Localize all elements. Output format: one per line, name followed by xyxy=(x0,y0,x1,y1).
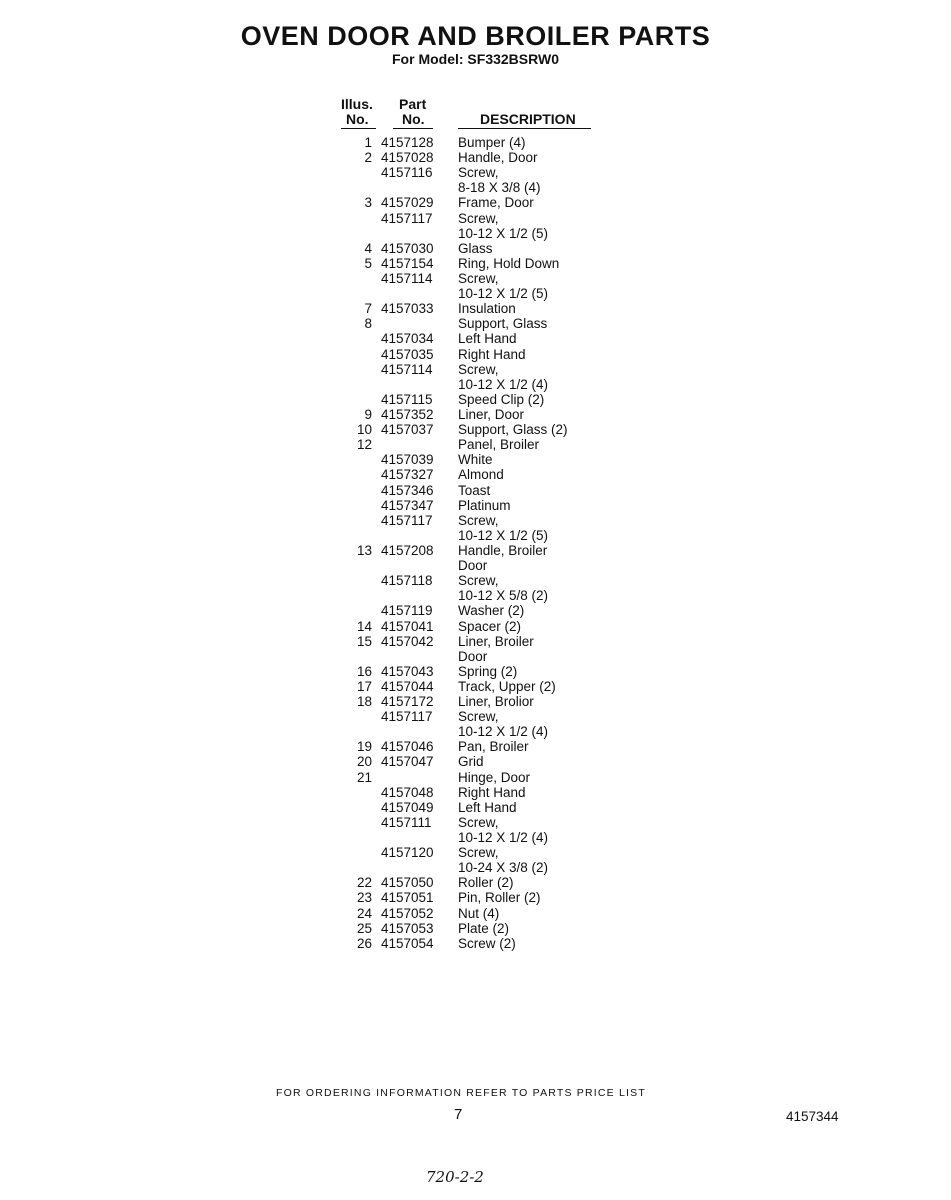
part-number: 4157154 xyxy=(381,255,434,271)
table-row xyxy=(330,830,610,845)
illus-number: 3 xyxy=(364,195,372,211)
table-row xyxy=(330,664,610,679)
part-number: 4157053 xyxy=(381,920,434,936)
part-description: Left Hand xyxy=(458,799,517,815)
part-number: 4157172 xyxy=(381,694,434,710)
table-row xyxy=(330,180,610,195)
part-description: Grid xyxy=(458,754,484,770)
table-row xyxy=(330,301,610,316)
part-number: 4157049 xyxy=(381,799,434,815)
table-row xyxy=(330,709,610,724)
illus-number: 12 xyxy=(356,437,372,453)
part-description: Door xyxy=(458,648,488,664)
part-description: Right Hand xyxy=(458,784,526,800)
table-row xyxy=(330,875,610,890)
illus-number: 21 xyxy=(356,769,372,785)
page-number: 7 xyxy=(454,1106,463,1123)
table-row xyxy=(330,573,610,588)
part-number: 4157119 xyxy=(381,603,433,619)
part-description: Ring, Hold Down xyxy=(458,255,560,271)
part-number: 4157347 xyxy=(381,497,434,513)
part-number: 4157118 xyxy=(381,573,433,589)
table-row xyxy=(330,392,610,407)
part-number: 4157034 xyxy=(381,331,434,347)
part-number: 4157046 xyxy=(381,739,434,755)
part-description: 8-18 X 3/8 (4) xyxy=(458,180,541,196)
illus-number: 23 xyxy=(356,890,372,906)
part-description: 10-12 X 1/2 (5) xyxy=(458,286,549,302)
part-number: 4157041 xyxy=(381,618,434,634)
part-description: Spring (2) xyxy=(458,663,518,679)
table-row xyxy=(330,513,610,528)
table-row xyxy=(330,271,610,286)
table-row xyxy=(330,135,610,150)
part-description: Screw, xyxy=(458,512,499,528)
table-row xyxy=(330,921,610,936)
table-row xyxy=(330,422,610,437)
part-number: 4157042 xyxy=(381,633,434,649)
part-description: Speed Clip (2) xyxy=(458,391,545,407)
part-number: 4157117 xyxy=(381,709,433,725)
table-row xyxy=(330,437,610,452)
part-number: 4157208 xyxy=(381,542,434,558)
header-underline-part xyxy=(393,128,433,129)
part-description: Screw, xyxy=(458,210,499,226)
part-description: Track, Upper (2) xyxy=(458,678,556,694)
table-row xyxy=(330,362,610,377)
table-row xyxy=(330,528,610,543)
part-description: Screw, xyxy=(458,814,499,830)
table-row xyxy=(330,407,610,422)
part-description: 10-12 X 1/2 (5) xyxy=(458,527,549,543)
part-number: 4157043 xyxy=(381,663,434,679)
illus-number: 17 xyxy=(356,678,372,694)
illus-number: 26 xyxy=(356,935,372,951)
header-illus-line1: Illus. xyxy=(341,96,373,112)
part-number: 4157052 xyxy=(381,905,434,921)
illus-number: 24 xyxy=(356,905,372,921)
illus-number: 4 xyxy=(364,240,372,256)
part-description: Toast xyxy=(458,482,491,498)
table-row xyxy=(330,498,610,513)
illus-number: 8 xyxy=(364,316,372,332)
part-description: Washer (2) xyxy=(458,603,525,619)
table-row xyxy=(330,649,610,664)
model-subtitle: For Model: SF332BSRW0 xyxy=(392,51,559,67)
part-description: Screw, xyxy=(458,165,499,181)
table-row xyxy=(330,347,610,362)
part-description: Screw (2) xyxy=(458,935,516,951)
table-row xyxy=(330,890,610,905)
part-number: 4157352 xyxy=(381,406,434,422)
table-row xyxy=(330,211,610,226)
table-row xyxy=(330,603,610,618)
ordering-info-note: FOR ORDERING INFORMATION REFER TO PARTS PRICE LIST xyxy=(276,1087,646,1099)
table-row xyxy=(330,634,610,649)
table-row xyxy=(330,226,610,241)
part-number: 4157114 xyxy=(381,270,433,286)
part-description: Almond xyxy=(458,467,504,483)
header-part-line2: No. xyxy=(402,111,425,127)
part-number: 4157033 xyxy=(381,301,434,317)
illus-number: 15 xyxy=(356,633,372,649)
table-row xyxy=(330,150,610,165)
part-number: 4157117 xyxy=(381,512,433,528)
illus-number: 22 xyxy=(356,875,372,891)
part-description: Screw, xyxy=(458,573,499,589)
part-description: Platinum xyxy=(458,497,511,513)
illus-number: 16 xyxy=(356,663,372,679)
header-part-line1: Part xyxy=(399,96,427,112)
part-number: 4157346 xyxy=(381,482,434,498)
part-number: 4157030 xyxy=(381,240,434,256)
part-number: 4157037 xyxy=(381,422,434,438)
document-number: 4157344 xyxy=(786,1109,839,1124)
part-description: Screw, xyxy=(458,709,499,725)
part-description: 10-12 X 1/2 (4) xyxy=(458,830,549,846)
part-description: Handle, Broiler xyxy=(458,542,548,558)
table-row xyxy=(330,906,610,921)
table-row xyxy=(330,800,610,815)
part-number: 4157035 xyxy=(381,346,434,362)
part-description: Panel, Broiler xyxy=(458,437,540,453)
part-description: Liner, Door xyxy=(458,406,525,422)
part-description: Pan, Broiler xyxy=(458,739,529,755)
illus-number: 18 xyxy=(356,694,372,710)
part-description: Screw, xyxy=(458,845,499,861)
part-description: Bumper (4) xyxy=(458,135,526,150)
part-description: Left Hand xyxy=(458,331,517,347)
part-description: Door xyxy=(458,558,488,574)
illus-number: 5 xyxy=(364,255,372,271)
table-row xyxy=(330,724,610,739)
part-number: 4157028 xyxy=(381,150,434,166)
table-row xyxy=(330,815,610,830)
table-row xyxy=(330,241,610,256)
table-row xyxy=(330,377,610,392)
table-row xyxy=(330,679,610,694)
table-row xyxy=(330,558,610,573)
part-description: 10-12 X 1/2 (4) xyxy=(458,376,549,392)
table-row xyxy=(330,286,610,301)
part-description: 10-24 X 3/8 (2) xyxy=(458,860,549,876)
part-description: Insulation xyxy=(458,301,516,317)
part-number: 4157120 xyxy=(381,845,434,861)
table-row xyxy=(330,543,610,558)
part-description: Support, Glass (2) xyxy=(458,422,568,438)
table-row xyxy=(330,845,610,860)
part-description: Glass xyxy=(458,240,493,256)
table-row xyxy=(330,694,610,709)
illus-number: 9 xyxy=(364,406,372,422)
part-description: White xyxy=(458,452,493,468)
part-description: Handle, Door xyxy=(458,150,538,166)
part-description: Roller (2) xyxy=(458,875,514,891)
part-description: Liner, Broiler xyxy=(458,633,534,649)
part-number: 4157117 xyxy=(381,210,433,226)
part-description: Liner, Brolior xyxy=(458,694,534,710)
part-description: Plate (2) xyxy=(458,920,510,936)
table-row xyxy=(330,936,610,951)
part-number: 4157054 xyxy=(381,935,434,951)
table-row xyxy=(330,165,610,180)
part-description: 10-12 X 1/2 (4) xyxy=(458,724,549,740)
part-number: 4157115 xyxy=(381,391,433,407)
table-row xyxy=(330,452,610,467)
table-row xyxy=(330,331,610,346)
table-row xyxy=(330,619,610,634)
illus-number: 2 xyxy=(364,150,372,166)
table-row xyxy=(330,739,610,754)
illus-number: 7 xyxy=(364,301,372,317)
header-underline-description xyxy=(458,128,591,129)
part-description: Screw, xyxy=(458,270,499,286)
part-description: Nut (4) xyxy=(458,905,500,921)
table-row xyxy=(330,770,610,785)
part-description: Spacer (2) xyxy=(458,618,522,634)
part-description: Support, Glass xyxy=(458,316,548,332)
part-description: Right Hand xyxy=(458,346,526,362)
parts-list xyxy=(330,135,610,951)
illus-number: 10 xyxy=(356,422,372,438)
table-row xyxy=(330,467,610,482)
part-number: 4157029 xyxy=(381,195,434,211)
table-row xyxy=(330,785,610,800)
table-row xyxy=(330,256,610,271)
table-row xyxy=(330,588,610,603)
part-number: 4157047 xyxy=(381,754,434,770)
illus-number: 20 xyxy=(356,754,372,770)
part-number: 4157327 xyxy=(381,467,434,483)
part-number: 4157114 xyxy=(381,361,433,377)
part-description: Frame, Door xyxy=(458,195,534,211)
part-number: 4157128 xyxy=(381,135,434,150)
part-description: Screw, xyxy=(458,361,499,377)
table-row xyxy=(330,754,610,769)
part-number: 4157116 xyxy=(381,165,433,181)
part-description: Pin, Roller (2) xyxy=(458,890,541,906)
part-number: 4157111 xyxy=(381,814,432,830)
part-description: Hinge, Door xyxy=(458,769,531,785)
table-row xyxy=(330,860,610,875)
part-number: 4157050 xyxy=(381,875,434,891)
table-row xyxy=(330,483,610,498)
illus-number: 1 xyxy=(364,135,372,150)
part-number: 4157044 xyxy=(381,678,434,694)
table-row xyxy=(330,195,610,210)
page-title: OVEN DOOR AND BROILER PARTS xyxy=(240,21,711,51)
illus-number: 25 xyxy=(356,920,372,936)
header-underline-illus xyxy=(341,128,376,129)
illus-number: 14 xyxy=(356,618,372,634)
part-number: 4157039 xyxy=(381,452,434,468)
illus-number: 13 xyxy=(356,542,372,558)
part-description: 10-12 X 1/2 (5) xyxy=(458,225,549,241)
part-description: 10-12 X 5/8 (2) xyxy=(458,588,549,604)
part-number: 4157051 xyxy=(381,890,434,906)
handwritten-note: 720-2-2 xyxy=(426,1168,484,1186)
header-description: DESCRIPTION xyxy=(480,111,576,127)
illus-number: 19 xyxy=(356,739,372,755)
part-number: 4157048 xyxy=(381,784,434,800)
table-row xyxy=(330,316,610,331)
header-illus-line2: No. xyxy=(346,111,369,127)
